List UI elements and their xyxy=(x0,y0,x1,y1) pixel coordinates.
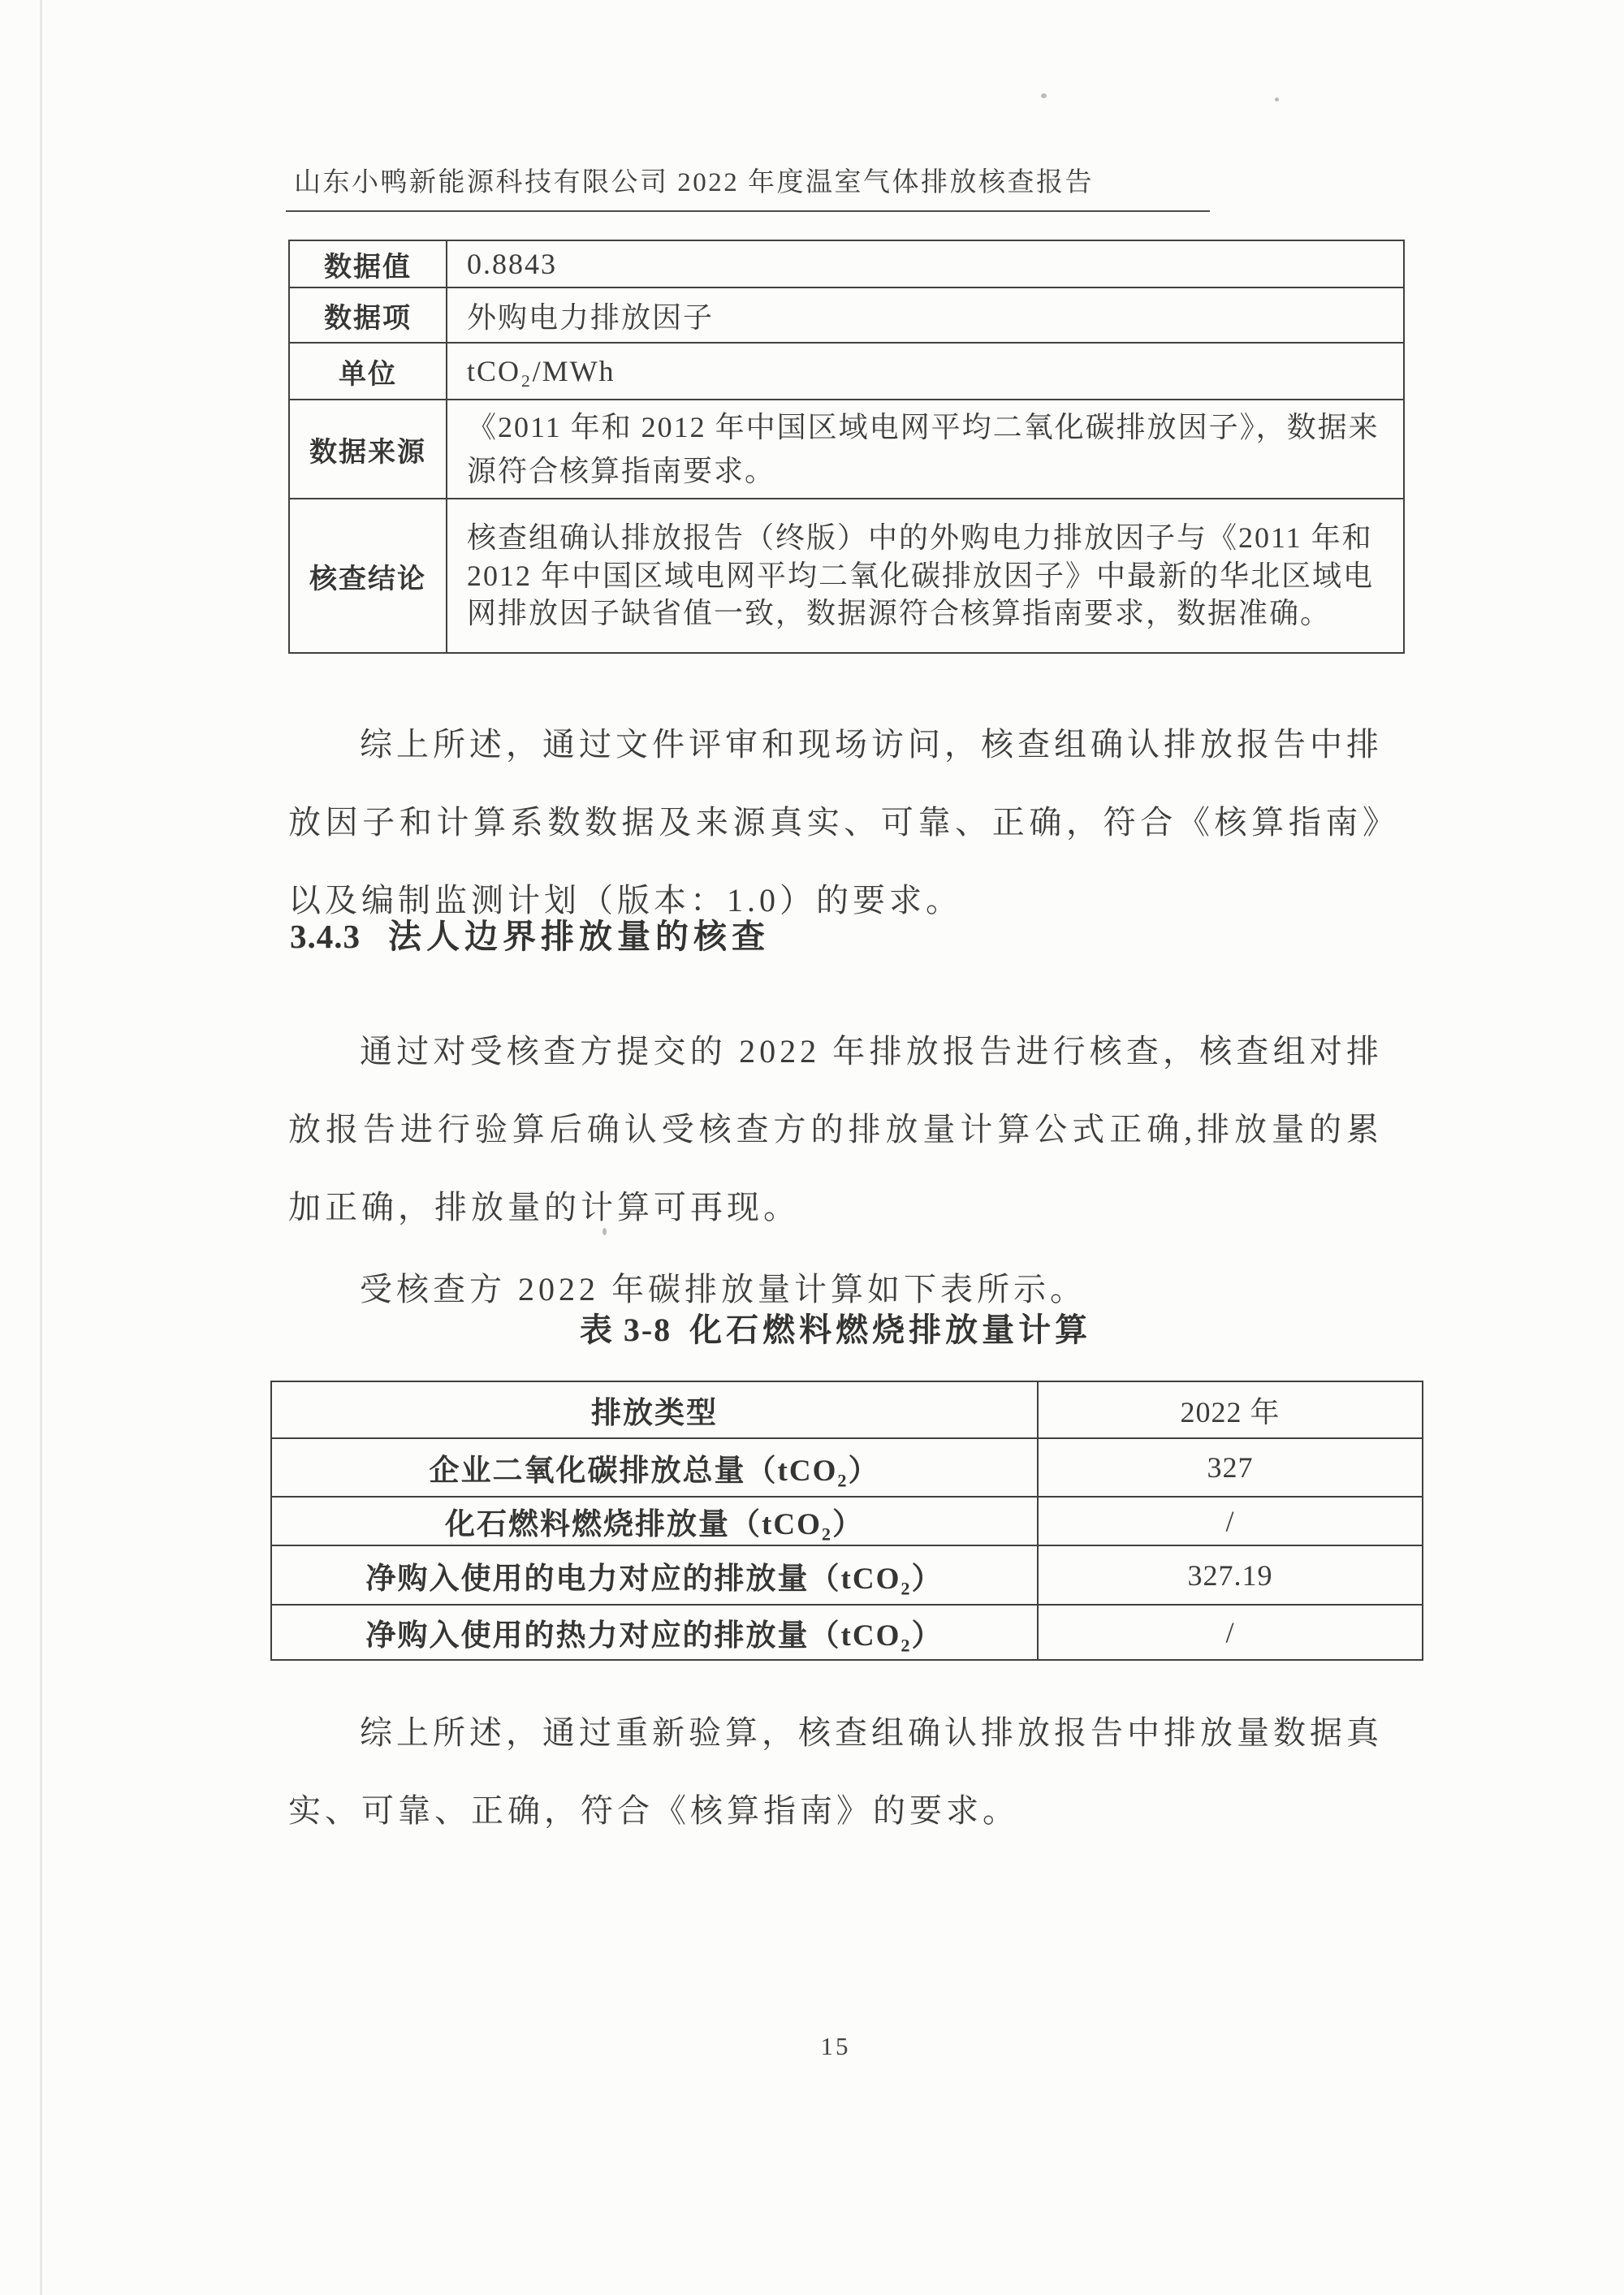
emission-value: 327 xyxy=(1038,1438,1423,1497)
table-row xyxy=(271,1605,1423,1660)
table-caption-title: 化石燃料燃烧排放量计算 xyxy=(689,1312,1092,1348)
row-value: 外购电力排放因子 xyxy=(447,287,1404,343)
row-label: 核查结论 xyxy=(289,499,447,653)
row-label: 单位 xyxy=(289,343,447,400)
table-row xyxy=(289,499,1404,653)
section-title: 法人边界排放量的核查 xyxy=(388,918,770,955)
emission-type: 净购入使用的热力对应的排放量（tCO₂） xyxy=(271,1605,1038,1660)
paragraph-verification-body: 通过对受核查方提交的 2022 年排放报告进行核查，核查组对排放报告进行验算后确认受核查方的排放量计算公式正确,排放量的累加正确，排放量的计算可再现。 xyxy=(288,1033,1383,1225)
table-caption-number: 表 3-8 xyxy=(579,1312,672,1348)
emission-value: 327.19 xyxy=(1038,1545,1423,1605)
column-header-year: 2022 年 xyxy=(1038,1381,1423,1438)
emission-value: / xyxy=(1038,1497,1423,1545)
emission-type: 净购入使用的电力对应的排放量（tCO₂） xyxy=(271,1545,1038,1605)
table-row xyxy=(289,400,1404,499)
section-heading xyxy=(290,910,770,957)
table-row xyxy=(271,1497,1423,1545)
paragraph-conclusion-emissions: 综上所述，通过重新验算，核查组确认排放报告中排放量数据真实、可靠、正确，符合《核算指南》的要求。 xyxy=(288,1714,1383,1829)
table-row xyxy=(289,240,1404,287)
table-row xyxy=(271,1545,1423,1605)
section-number: 3.4.3 xyxy=(290,918,361,955)
table-caption xyxy=(288,1304,1383,1351)
scan-speck xyxy=(1275,97,1279,102)
paragraph-conclusion-factors: 综上所述，通过文件评审和现场访问，核查组确认排放报告中排放因子和计算系数数据及来源真实、可靠、正确，符合《核算指南》以及编制监测计划（版本：1.0）的要求。 xyxy=(288,726,1383,918)
page-number: 15 xyxy=(820,2032,851,2060)
row-label: 数据来源 xyxy=(289,400,447,499)
emission-calculation-table xyxy=(270,1381,1423,1661)
table-row xyxy=(289,287,1404,343)
factor-verification-table xyxy=(288,240,1405,654)
row-value: tCO₂/MWh xyxy=(447,343,1404,400)
scan-speck xyxy=(1041,93,1047,98)
scan-edge-artifact xyxy=(40,0,42,2295)
emission-value: / xyxy=(1038,1605,1423,1660)
table-header-row xyxy=(271,1381,1423,1438)
column-header-type: 排放类型 xyxy=(271,1381,1038,1438)
row-label: 数据值 xyxy=(289,240,447,287)
row-value: 核查组确认排放报告（终版）中的外购电力排放因子与《2011 年和 2012 年中国区域电网平均二氧化碳排放因子》中最新的华北区域电网排放因子缺省值一致，数据源符合核算指南要求，数据准确。 xyxy=(447,499,1404,653)
emission-type: 化石燃料燃烧排放量（tCO₂） xyxy=(271,1497,1038,1545)
emission-type: 企业二氧化碳排放总量（tCO₂） xyxy=(271,1438,1038,1497)
paragraph-table-intro: 受核查方 2022 年碳排放量计算如下表所示。 xyxy=(360,1271,1086,1307)
row-value: 《2011 年和 2012 年中国区域电网平均二氧化碳排放因子》，数据来源符合核算指南要求。 xyxy=(447,400,1404,499)
row-value: 0.8843 xyxy=(447,240,1404,287)
table-row xyxy=(289,343,1404,400)
row-label: 数据项 xyxy=(289,287,447,343)
report-header: 山东小鸭新能源科技有限公司 2022 年度温室气体排放核查报告 xyxy=(286,161,1210,212)
table-row xyxy=(271,1438,1423,1497)
